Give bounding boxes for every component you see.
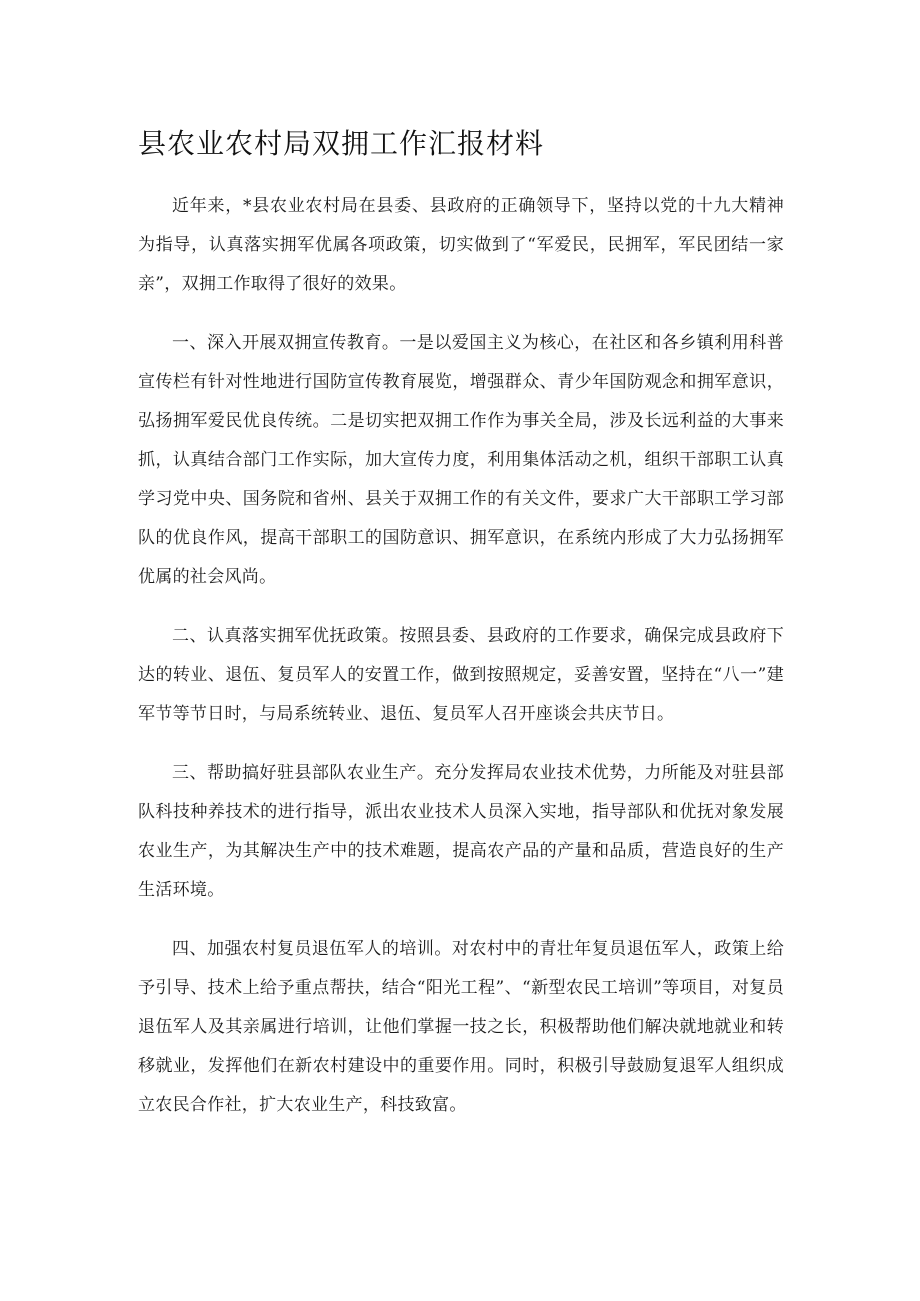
- paragraph-section-1: 一、深入开展双拥宣传教育。一是以爱国主义为核心，在社区和各乡镇利用科普宣传栏有针对性地进行国防宣传教育展览，增强群众、青少年国防观念和拥军意识，弘扬拥军爱民优良传统。二是切实把双拥工作作为事关全局，涉及长远利益的大事来抓，认真结合部门工作实际，加大宣传力度，利用集体活动之机，组织干部职工认真学习党中央、国务院和省州、县关于双拥工作的有关文件，要求广大干部职工学习部队的优良作风，提高干部职工的国防意识、拥军意识，在系统内形成了大力弘扬拥军优属的社会风尚。: [138, 333, 784, 587]
- paragraph-section-4: 四、加强农村复员退伍军人的培训。对农村中的青壮年复员退伍军人，政策上给予引导、技术上给予重点帮扶，结合“阳光工程”、“新型农民工培训”等项目，对复员退伍军人及其亲属进行培训，让他们掌握一技之长，积极帮助他们解决就地就业和转移就业，发挥他们在新农村建设中的重要作用。同时，积极引导鼓励复退军人组织成立农民合作社，扩大农业生产，科技致富。: [138, 939, 784, 1115]
- paragraph-intro: 近年来，*县农业农村局在县委、县政府的正确领导下，坚持以党的十九大精神为指导，认真落实拥军优属各项政策，切实做到了“军爱民，民拥军，军民团结一家亲”，双拥工作取得了很好的效果。: [138, 196, 784, 294]
- paragraph-section-2: 二、认真落实拥军优抚政策。按照县委、县政府的工作要求，确保完成县政府下达的转业、退伍、复员军人的安置工作，做到按照规定，妥善安置，坚持在“八一”建军节等节日时，与局系统转业、退伍、复员军人召开座谈会共庆节日。: [138, 626, 784, 724]
- document-body: [138, 187, 784, 1145]
- paragraph-section-3: 三、帮助搞好驻县部队农业生产。充分发挥局农业技术优势，力所能及对驻县部队科技种养技术的进行指导，派出农业技术人员深入实地，指导部队和优抚对象发展农业生产，为其解决生产中的技术难题，提高农产品的产量和品质，营造良好的生产生活环境。: [138, 763, 784, 900]
- document-title: 县农业农村局双拥工作汇报材料: [138, 127, 545, 160]
